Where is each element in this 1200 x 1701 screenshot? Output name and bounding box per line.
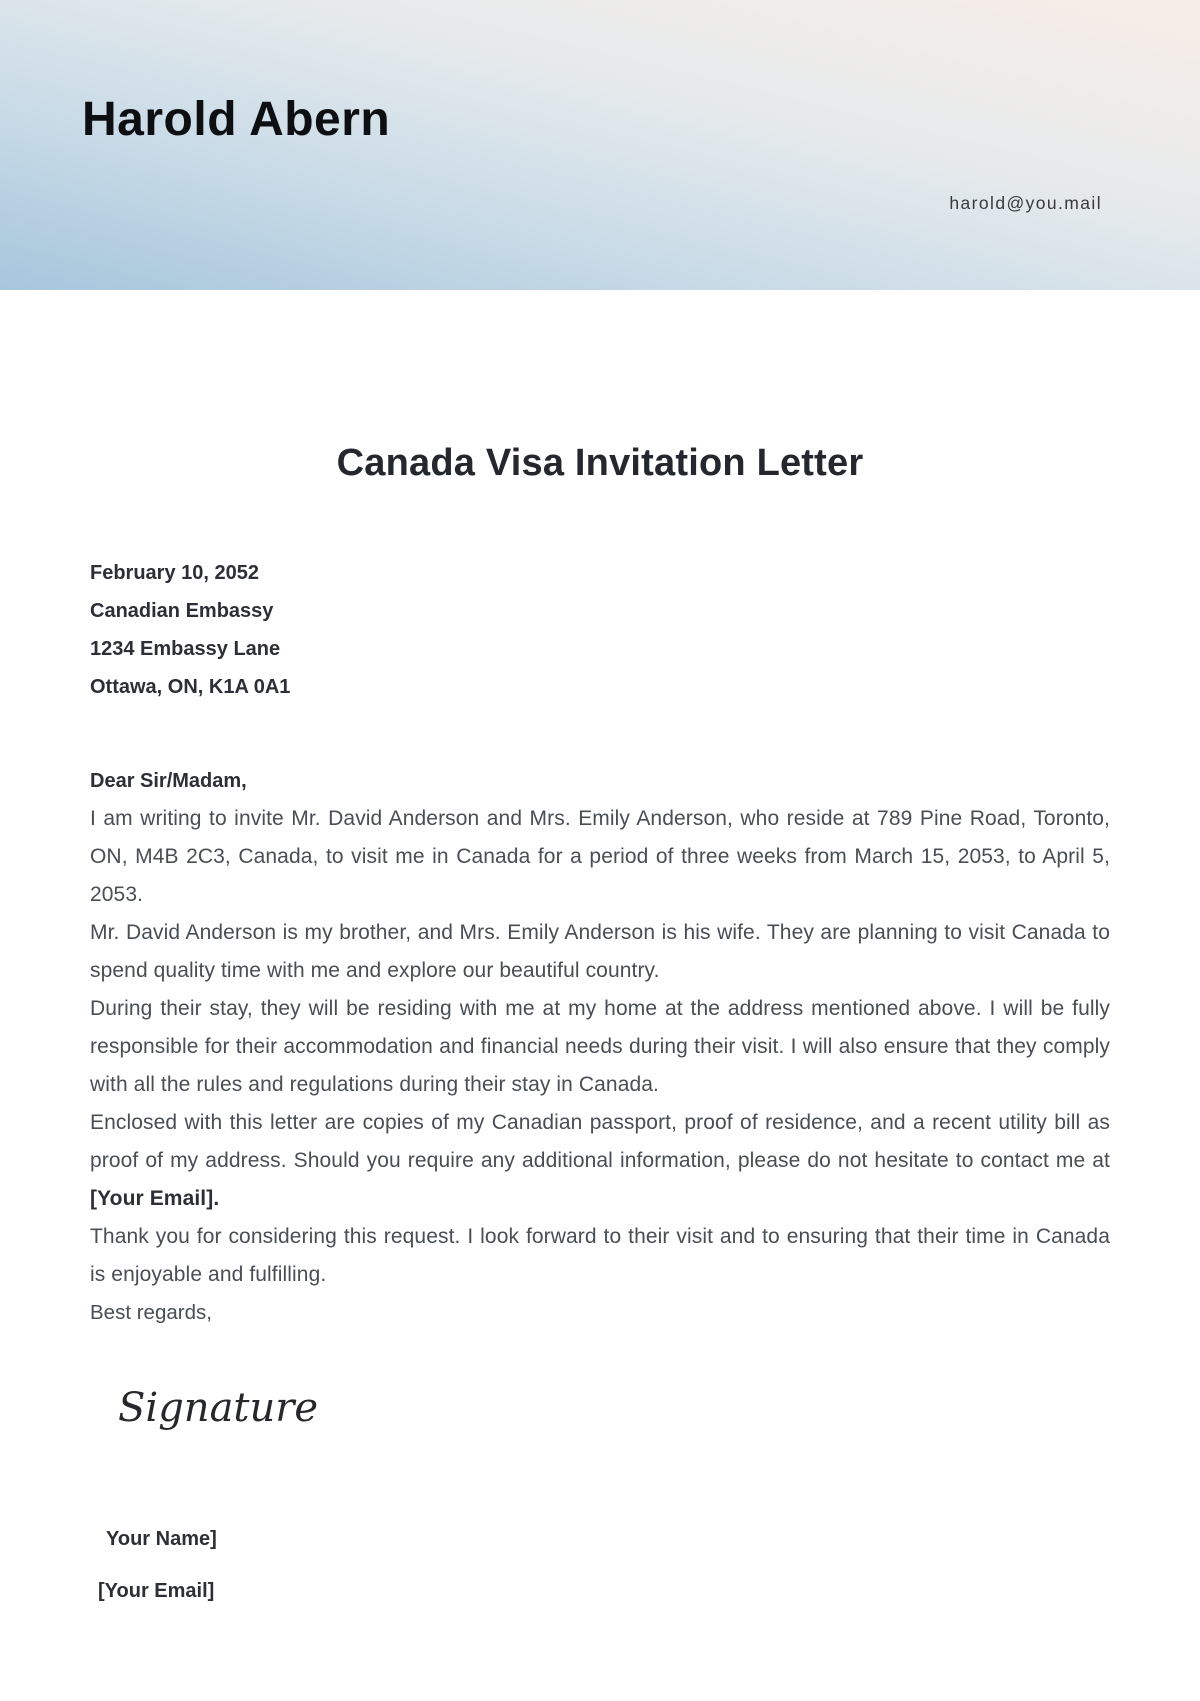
address-line: Ottawa, ON, K1A 0A1 [90, 676, 291, 698]
sender-email: harold@you.mail [949, 193, 1102, 214]
salutation: Dear Sir/Madam, [90, 770, 247, 792]
header-banner [0, 0, 1200, 290]
closing-line: Best regards, [90, 1301, 212, 1324]
signature-script: Signature [118, 1385, 319, 1431]
body-paragraph: I am writing to invite Mr. David Anderson and Mrs. Emily Anderson, who reside at 789 Pine Road, Toronto, ON, M4B 2C3, Canada, to visit me in Canada for a period of three weeks from March 15, 2053, to April 5, 2053. [90, 807, 1110, 906]
letter-body [0, 440, 1200, 1604]
date-line: February 10, 2052 [90, 562, 259, 584]
address-line: Canadian Embassy [90, 600, 274, 622]
signer-name-placeholder: Your Name] [106, 1528, 217, 1550]
date-address-block [90, 554, 1110, 706]
sender-name: Harold Abern [82, 93, 391, 146]
body-paragraph [90, 1104, 1110, 1218]
address-line: 1234 Embassy Lane [90, 638, 281, 660]
body-paragraph: Thank you for considering this request. I look forward to their visit and to ensuring that their time in Canada is enjoyable and fulfilling. [90, 1225, 1110, 1286]
body-paragraph: Mr. David Anderson is my brother, and Mrs. Emily Anderson is his wife. They are planning to visit Canada to spend quality time with me and explore our beautiful country. [90, 921, 1110, 982]
your-email-placeholder: [Your Email]. [90, 1187, 220, 1210]
contact-paragraph-text: Enclosed with this letter are copies of my Canadian passport, proof of residence, and a recent utility bill as proof of my address. Should you require any additional information, please do not hesitate to contact me at [90, 1111, 1110, 1172]
body-paragraph: During their stay, they will be residing with me at my home at the address mentioned above. I will be fully responsible for their accommodation and financial needs during their visit. I will also ensure that they comply with all the rules and regulations during their stay in Canada. [90, 997, 1110, 1096]
signer-email-placeholder: [Your Email] [98, 1580, 215, 1602]
letter-title: Canada Visa Invitation Letter [336, 442, 864, 484]
